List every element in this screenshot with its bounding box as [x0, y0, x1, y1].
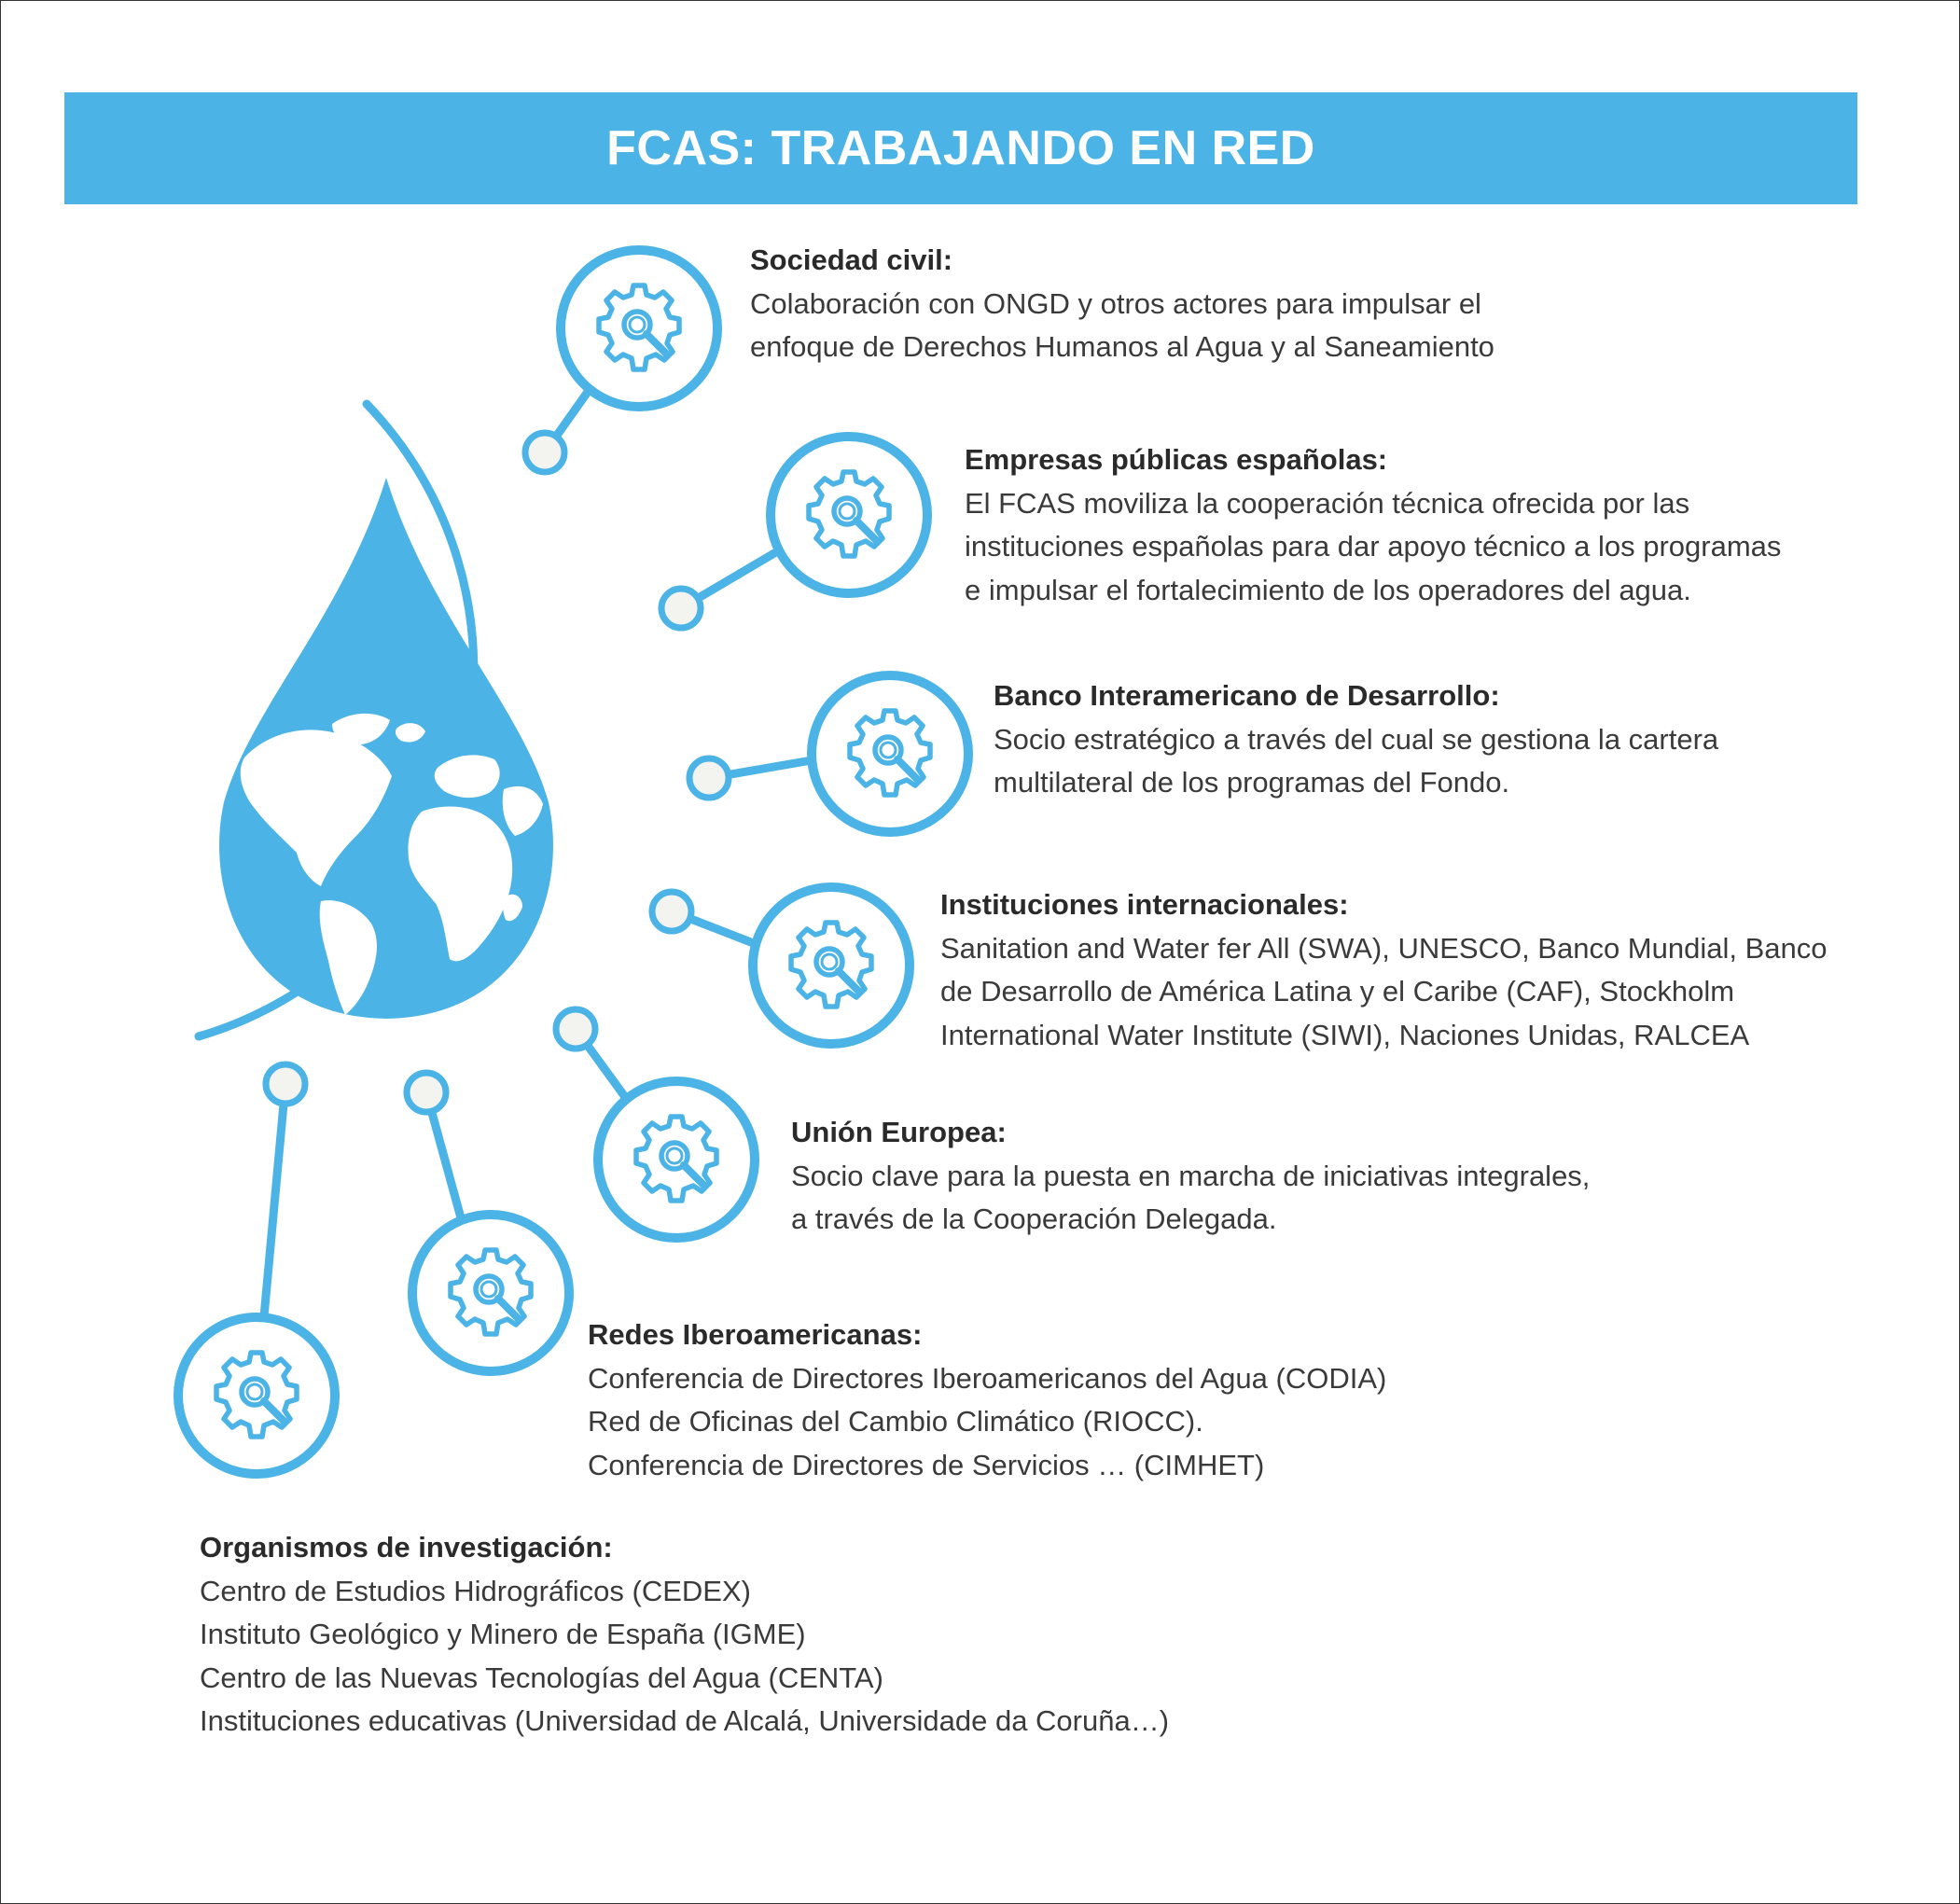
section-line: enfoque de Derechos Humanos al Agua y al Saneamiento [750, 330, 1494, 363]
icon-node-union-europea [598, 1081, 755, 1238]
junction-node [689, 758, 729, 798]
section-bid [994, 674, 1718, 805]
section-instituciones-internacionales [940, 883, 1828, 1057]
junction-node [266, 1064, 305, 1104]
section-line: de Desarrollo de América Latina y el Caribe (CAF), Stockholm [940, 975, 1735, 1008]
section-title: Redes Iberoamericanas: [588, 1318, 923, 1351]
page-title: FCAS: TRABAJANDO EN RED [606, 121, 1315, 175]
junction-node [407, 1073, 446, 1112]
section-line: Conferencia de Directores Iberoamericanos del Agua (CODIA) [588, 1361, 1387, 1395]
section-title: Organismos de investigación: [200, 1531, 613, 1564]
section-organismos-investigacion [200, 1526, 1169, 1744]
junction-node [556, 1009, 595, 1049]
section-line: El FCAS moviliza la cooperación técnica ofrecida por las [965, 486, 1690, 520]
junction-node [525, 433, 564, 472]
section-line: Conferencia de Directores de Servicios … (CIMHET) [588, 1448, 1265, 1481]
section-line: Instituciones educativas (Universidad de Alcalá, Universidade da Coruña…) [200, 1704, 1170, 1737]
section-sociedad-civil [750, 239, 1494, 369]
junction-node [652, 892, 691, 931]
icon-node-instituciones-internacionales [753, 887, 910, 1044]
icon-node-organismos-investigacion [178, 1317, 335, 1474]
section-line: Red de Oficinas del Cambio Climático (RIOCC). [588, 1405, 1203, 1438]
section-line: Socio clave para la puesta en marcha de iniciativas integrales, [791, 1159, 1591, 1192]
icon-node-empresas-publicas [771, 437, 927, 593]
section-line: instituciones españolas para dar apoyo técnico a los programas [965, 530, 1782, 563]
water-drop-globe-icon [219, 478, 553, 1019]
section-title: Instituciones internacionales: [940, 888, 1349, 921]
section-line: e impulsar el fortalecimiento de los operadores del agua. [965, 573, 1691, 606]
section-line: multilateral de los programas del Fondo. [994, 766, 1510, 799]
icon-node-sociedad-civil [561, 250, 717, 407]
section-line: Centro de Estudios Hidrográficos (CEDEX) [200, 1574, 751, 1607]
section-line: a través de la Cooperación Delegada. [791, 1202, 1277, 1235]
section-line: Centro de las Nuevas Tecnologías del Agua (CENTA) [200, 1661, 883, 1694]
section-line: International Water Institute (SIWI), Naciones Unidas, RALCEA [940, 1018, 1750, 1051]
icon-node-redes-iberoamericanas [412, 1215, 569, 1371]
junction-node [661, 589, 701, 628]
section-title: Sociedad civil: [750, 243, 953, 276]
section-line: Sanitation and Water fer All (SWA), UNESCO, Banco Mundial, Banco [940, 931, 1828, 965]
section-title: Unión Europea: [791, 1116, 1007, 1148]
section-title: Banco Interamericano de Desarrollo: [994, 679, 1500, 712]
section-line: Socio estratégico a través del cual se gestiona la cartera [994, 722, 1719, 756]
icon-node-bid [812, 675, 968, 832]
section-line: Instituto Geológico y Minero de España (IGME) [200, 1618, 806, 1650]
section-redes-iberoamericanas [588, 1313, 1386, 1487]
section-title: Empresas públicas españolas: [965, 443, 1388, 476]
section-union-europea [791, 1111, 1590, 1242]
section-empresas-publicas [965, 438, 1781, 612]
section-line: Colaboración con ONGD y otros actores para impulsar el [750, 286, 1481, 320]
